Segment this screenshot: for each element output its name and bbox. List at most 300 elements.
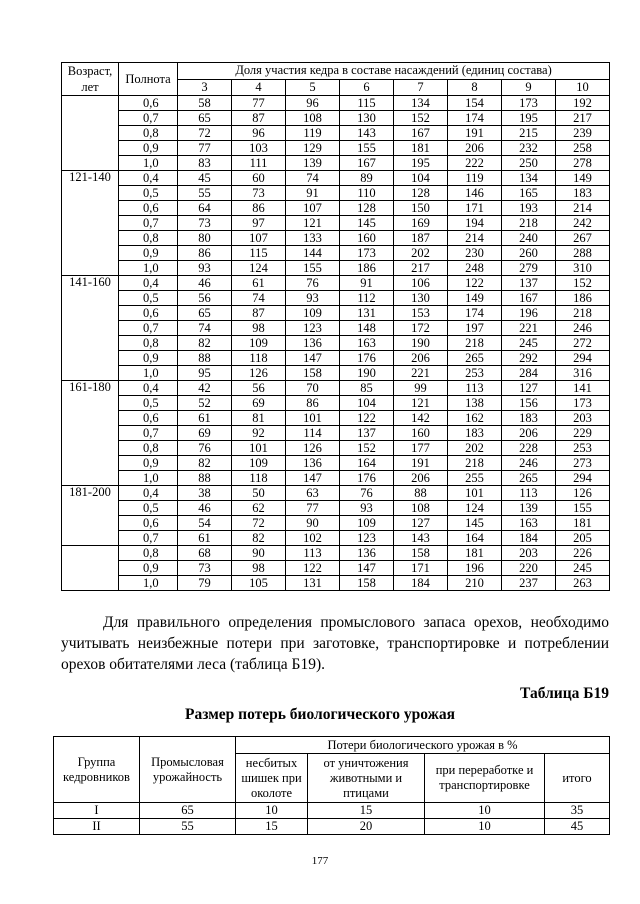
value-cell: 64	[178, 201, 232, 216]
table-row	[62, 141, 610, 156]
value-cell: 86	[286, 396, 340, 411]
value-cell: 92	[232, 426, 286, 441]
cell: 45	[545, 819, 610, 835]
value-cell: 162	[448, 411, 502, 426]
value-cell: 38	[178, 486, 232, 501]
value-cell: 152	[556, 276, 610, 291]
value-cell: 158	[394, 546, 448, 561]
value-cell: 240	[502, 231, 556, 246]
value-cell: 61	[232, 276, 286, 291]
value-cell: 250	[502, 156, 556, 171]
table-row	[62, 396, 610, 411]
value-cell: 167	[340, 156, 394, 171]
value-cell: 206	[394, 351, 448, 366]
cell: 15	[308, 803, 425, 819]
value-cell: 61	[178, 411, 232, 426]
table-row	[62, 351, 610, 366]
header-polnota: Полнота	[119, 63, 178, 96]
header-losses: Потери биологического урожая в %	[236, 737, 610, 754]
value-cell: 69	[178, 426, 232, 441]
value-cell: 195	[502, 111, 556, 126]
value-cell: 203	[502, 546, 556, 561]
polnota-cell: 1,0	[119, 471, 178, 486]
table-row	[62, 306, 610, 321]
value-cell: 183	[502, 411, 556, 426]
value-cell: 113	[448, 381, 502, 396]
table-row	[62, 441, 610, 456]
value-cell: 148	[340, 321, 394, 336]
value-cell: 258	[556, 141, 610, 156]
value-cell: 221	[394, 366, 448, 381]
value-cell: 294	[556, 471, 610, 486]
value-cell: 147	[340, 561, 394, 576]
value-cell: 226	[556, 546, 610, 561]
value-cell: 108	[394, 501, 448, 516]
value-cell: 147	[286, 471, 340, 486]
polnota-cell: 0,9	[119, 141, 178, 156]
value-cell: 46	[178, 501, 232, 516]
table-row	[62, 531, 610, 546]
age-cell: 121-140	[62, 171, 119, 276]
value-cell: 229	[556, 426, 610, 441]
value-cell: 105	[232, 576, 286, 591]
value-cell: 203	[556, 411, 610, 426]
value-cell: 158	[286, 366, 340, 381]
value-cell: 98	[232, 561, 286, 576]
value-cell: 93	[340, 501, 394, 516]
value-cell: 194	[448, 216, 502, 231]
table-row	[62, 156, 610, 171]
value-cell: 73	[178, 561, 232, 576]
header-col: 8	[448, 79, 502, 96]
value-cell: 186	[556, 291, 610, 306]
cell: 20	[308, 819, 425, 835]
table-row	[62, 381, 610, 396]
value-cell: 147	[286, 351, 340, 366]
value-cell: 77	[232, 96, 286, 111]
value-cell: 101	[232, 441, 286, 456]
value-cell: 76	[340, 486, 394, 501]
value-cell: 288	[556, 246, 610, 261]
value-cell: 245	[502, 336, 556, 351]
value-cell: 173	[502, 96, 556, 111]
value-cell: 102	[286, 531, 340, 546]
table-row	[62, 231, 610, 246]
value-cell: 177	[394, 441, 448, 456]
value-cell: 181	[448, 546, 502, 561]
value-cell: 267	[556, 231, 610, 246]
value-cell: 77	[286, 501, 340, 516]
value-cell: 155	[286, 261, 340, 276]
value-cell: 246	[556, 321, 610, 336]
value-cell: 284	[502, 366, 556, 381]
value-cell: 126	[232, 366, 286, 381]
polnota-cell: 1,0	[119, 576, 178, 591]
header-age: Возраст, лет	[62, 63, 119, 96]
value-cell: 137	[340, 426, 394, 441]
value-cell: 134	[502, 171, 556, 186]
header-yield: Промысловая урожайность	[140, 737, 236, 803]
value-cell: 101	[286, 411, 340, 426]
value-cell: 215	[502, 126, 556, 141]
value-cell: 171	[448, 201, 502, 216]
value-cell: 124	[232, 261, 286, 276]
value-cell: 121	[286, 216, 340, 231]
polnota-cell: 0,6	[119, 96, 178, 111]
table-row	[62, 366, 610, 381]
polnota-cell: 0,8	[119, 546, 178, 561]
value-cell: 56	[178, 291, 232, 306]
polnota-cell: 1,0	[119, 261, 178, 276]
value-cell: 273	[556, 456, 610, 471]
table-label: Таблица Б19	[520, 685, 609, 702]
value-cell: 103	[232, 141, 286, 156]
polnota-cell: 0,5	[119, 396, 178, 411]
value-cell: 70	[286, 381, 340, 396]
value-cell: 206	[394, 471, 448, 486]
value-cell: 237	[502, 576, 556, 591]
table-row	[62, 111, 610, 126]
value-cell: 222	[448, 156, 502, 171]
value-cell: 81	[232, 411, 286, 426]
value-cell: 76	[286, 276, 340, 291]
polnota-cell: 0,9	[119, 246, 178, 261]
value-cell: 111	[232, 156, 286, 171]
value-cell: 149	[556, 171, 610, 186]
value-cell: 52	[178, 396, 232, 411]
value-cell: 265	[448, 351, 502, 366]
polnota-cell: 0,4	[119, 381, 178, 396]
table-cedar-yield	[61, 62, 610, 591]
cell: 65	[140, 803, 236, 819]
value-cell: 155	[556, 501, 610, 516]
polnota-cell: 0,4	[119, 171, 178, 186]
table-row	[62, 126, 610, 141]
value-cell: 115	[340, 96, 394, 111]
value-cell: 218	[448, 336, 502, 351]
value-cell: 87	[232, 111, 286, 126]
header-col: 3	[178, 79, 232, 96]
polnota-cell: 0,7	[119, 426, 178, 441]
value-cell: 88	[178, 471, 232, 486]
value-cell: 142	[394, 411, 448, 426]
value-cell: 127	[394, 516, 448, 531]
value-cell: 74	[178, 321, 232, 336]
table-row	[62, 456, 610, 471]
value-cell: 190	[394, 336, 448, 351]
header-col: 4	[232, 79, 286, 96]
table-row	[54, 803, 610, 819]
value-cell: 82	[178, 336, 232, 351]
value-cell: 134	[394, 96, 448, 111]
polnota-cell: 0,6	[119, 306, 178, 321]
age-cell: 161-180	[62, 381, 119, 486]
value-cell: 279	[502, 261, 556, 276]
value-cell: 98	[232, 321, 286, 336]
value-cell: 121	[394, 396, 448, 411]
value-cell: 144	[286, 246, 340, 261]
value-cell: 214	[448, 231, 502, 246]
header-total: итого	[545, 754, 610, 803]
table-row	[62, 261, 610, 276]
value-cell: 93	[286, 291, 340, 306]
value-cell: 218	[556, 306, 610, 321]
value-cell: 114	[286, 426, 340, 441]
polnota-cell: 0,7	[119, 531, 178, 546]
table-row	[62, 336, 610, 351]
polnota-cell: 0,6	[119, 201, 178, 216]
table-row	[62, 171, 610, 186]
cell: 15	[236, 819, 308, 835]
value-cell: 184	[502, 531, 556, 546]
value-cell: 82	[178, 456, 232, 471]
value-cell: 278	[556, 156, 610, 171]
value-cell: 206	[448, 141, 502, 156]
value-cell: 129	[286, 141, 340, 156]
value-cell: 96	[232, 126, 286, 141]
value-cell: 85	[340, 381, 394, 396]
value-cell: 316	[556, 366, 610, 381]
value-cell: 83	[178, 156, 232, 171]
value-cell: 130	[394, 291, 448, 306]
value-cell: 130	[340, 111, 394, 126]
value-cell: 202	[448, 441, 502, 456]
polnota-cell: 0,6	[119, 411, 178, 426]
polnota-cell: 0,8	[119, 336, 178, 351]
value-cell: 118	[232, 351, 286, 366]
value-cell: 133	[286, 231, 340, 246]
header-col: 10	[556, 79, 610, 96]
body-paragraph	[61, 612, 609, 675]
table-row	[62, 291, 610, 306]
value-cell: 95	[178, 366, 232, 381]
table-losses	[53, 736, 610, 835]
value-cell: 73	[178, 216, 232, 231]
polnota-cell: 0,9	[119, 561, 178, 576]
value-cell: 90	[286, 516, 340, 531]
header-col: 6	[340, 79, 394, 96]
cell: I	[54, 803, 140, 819]
value-cell: 136	[286, 336, 340, 351]
cell: 10	[236, 803, 308, 819]
value-cell: 246	[502, 456, 556, 471]
table-row	[62, 96, 610, 111]
table-row	[62, 486, 610, 501]
header-unbeaten: несбитых шишек при околоте	[236, 754, 308, 803]
value-cell: 79	[178, 576, 232, 591]
polnota-cell: 1,0	[119, 366, 178, 381]
value-cell: 119	[286, 126, 340, 141]
value-cell: 131	[286, 576, 340, 591]
value-cell: 74	[286, 171, 340, 186]
value-cell: 174	[448, 306, 502, 321]
value-cell: 232	[502, 141, 556, 156]
value-cell: 122	[340, 411, 394, 426]
value-cell: 196	[502, 306, 556, 321]
table-title: Размер потерь биологического урожая	[184, 706, 456, 723]
value-cell: 112	[340, 291, 394, 306]
value-cell: 158	[340, 576, 394, 591]
table-row	[62, 471, 610, 486]
value-cell: 171	[394, 561, 448, 576]
value-cell: 89	[340, 171, 394, 186]
value-cell: 123	[340, 531, 394, 546]
value-cell: 50	[232, 486, 286, 501]
table-row	[62, 186, 610, 201]
value-cell: 173	[556, 396, 610, 411]
value-cell: 45	[178, 171, 232, 186]
value-cell: 82	[232, 531, 286, 546]
value-cell: 310	[556, 261, 610, 276]
table-row	[62, 321, 610, 336]
paragraph-line: орехов обитателями леса (таблица Б19).	[61, 656, 325, 673]
value-cell: 138	[448, 396, 502, 411]
value-cell: 169	[394, 216, 448, 231]
polnota-cell: 0,5	[119, 501, 178, 516]
value-cell: 218	[502, 216, 556, 231]
value-cell: 109	[232, 456, 286, 471]
cell: 10	[425, 803, 545, 819]
table-row	[62, 576, 610, 591]
value-cell: 107	[232, 231, 286, 246]
value-cell: 90	[232, 546, 286, 561]
page-number: 177	[311, 855, 329, 867]
value-cell: 191	[394, 456, 448, 471]
value-cell: 143	[394, 531, 448, 546]
value-cell: 156	[502, 396, 556, 411]
value-cell: 123	[286, 321, 340, 336]
value-cell: 42	[178, 381, 232, 396]
value-cell: 265	[502, 471, 556, 486]
header-cedar-share: Доля участия кедра в составе насаждений (единиц состава)	[178, 63, 610, 80]
value-cell: 86	[178, 246, 232, 261]
value-cell: 61	[178, 531, 232, 546]
value-cell: 80	[178, 231, 232, 246]
value-cell: 128	[394, 186, 448, 201]
value-cell: 253	[556, 441, 610, 456]
value-cell: 150	[394, 201, 448, 216]
value-cell: 220	[502, 561, 556, 576]
value-cell: 113	[286, 546, 340, 561]
value-cell: 124	[448, 501, 502, 516]
paragraph-line: Для правильного определения промыслового запаса орехов, необходимо	[103, 614, 609, 631]
polnota-cell: 0,8	[119, 231, 178, 246]
header-group: Группа кедровников	[54, 737, 140, 803]
value-cell: 164	[448, 531, 502, 546]
value-cell: 137	[502, 276, 556, 291]
value-cell: 113	[502, 486, 556, 501]
value-cell: 76	[178, 441, 232, 456]
value-cell: 195	[394, 156, 448, 171]
value-cell: 107	[286, 201, 340, 216]
value-cell: 149	[448, 291, 502, 306]
value-cell: 230	[448, 246, 502, 261]
polnota-cell: 0,6	[119, 516, 178, 531]
value-cell: 260	[502, 246, 556, 261]
value-cell: 221	[502, 321, 556, 336]
value-cell: 119	[448, 171, 502, 186]
value-cell: 122	[448, 276, 502, 291]
value-cell: 190	[340, 366, 394, 381]
value-cell: 104	[394, 171, 448, 186]
value-cell: 58	[178, 96, 232, 111]
value-cell: 87	[232, 306, 286, 321]
table-row	[62, 516, 610, 531]
table-row	[62, 501, 610, 516]
value-cell: 183	[448, 426, 502, 441]
value-cell: 272	[556, 336, 610, 351]
value-cell: 115	[232, 246, 286, 261]
polnota-cell: 1,0	[119, 156, 178, 171]
age-cell	[62, 96, 119, 171]
value-cell: 294	[556, 351, 610, 366]
value-cell: 183	[556, 186, 610, 201]
paragraph-line: учитывать неизбежные потери при заготовке, транспортировке и потреблении	[61, 635, 609, 652]
value-cell: 163	[340, 336, 394, 351]
cell: II	[54, 819, 140, 835]
polnota-cell: 0,5	[119, 291, 178, 306]
polnota-cell: 0,8	[119, 441, 178, 456]
value-cell: 173	[340, 246, 394, 261]
polnota-cell: 0,7	[119, 321, 178, 336]
value-cell: 104	[340, 396, 394, 411]
table-row	[62, 201, 610, 216]
value-cell: 163	[502, 516, 556, 531]
header-col: 7	[394, 79, 448, 96]
value-cell: 245	[556, 561, 610, 576]
value-cell: 176	[340, 351, 394, 366]
value-cell: 65	[178, 306, 232, 321]
value-cell: 167	[394, 126, 448, 141]
value-cell: 101	[448, 486, 502, 501]
value-cell: 205	[556, 531, 610, 546]
table-row	[62, 276, 610, 291]
polnota-cell: 0,8	[119, 126, 178, 141]
value-cell: 141	[556, 381, 610, 396]
value-cell: 69	[232, 396, 286, 411]
header-animals: от уничтожения животными и птицами	[308, 754, 425, 803]
value-cell: 122	[286, 561, 340, 576]
table-row	[62, 411, 610, 426]
value-cell: 145	[340, 216, 394, 231]
value-cell: 93	[178, 261, 232, 276]
value-cell: 55	[178, 186, 232, 201]
polnota-cell: 0,4	[119, 486, 178, 501]
cell: 10	[425, 819, 545, 835]
value-cell: 154	[448, 96, 502, 111]
value-cell: 181	[556, 516, 610, 531]
value-cell: 77	[178, 141, 232, 156]
table-row	[54, 819, 610, 835]
value-cell: 155	[340, 141, 394, 156]
header-processing: при переработке и транспортировке	[425, 754, 545, 803]
value-cell: 145	[448, 516, 502, 531]
value-cell: 292	[502, 351, 556, 366]
value-cell: 242	[556, 216, 610, 231]
value-cell: 109	[232, 336, 286, 351]
value-cell: 54	[178, 516, 232, 531]
value-cell: 73	[232, 186, 286, 201]
value-cell: 143	[340, 126, 394, 141]
value-cell: 152	[394, 111, 448, 126]
value-cell: 139	[502, 501, 556, 516]
table-row	[62, 246, 610, 261]
value-cell: 167	[502, 291, 556, 306]
value-cell: 192	[556, 96, 610, 111]
value-cell: 136	[286, 456, 340, 471]
table-row	[62, 426, 610, 441]
value-cell: 128	[340, 201, 394, 216]
